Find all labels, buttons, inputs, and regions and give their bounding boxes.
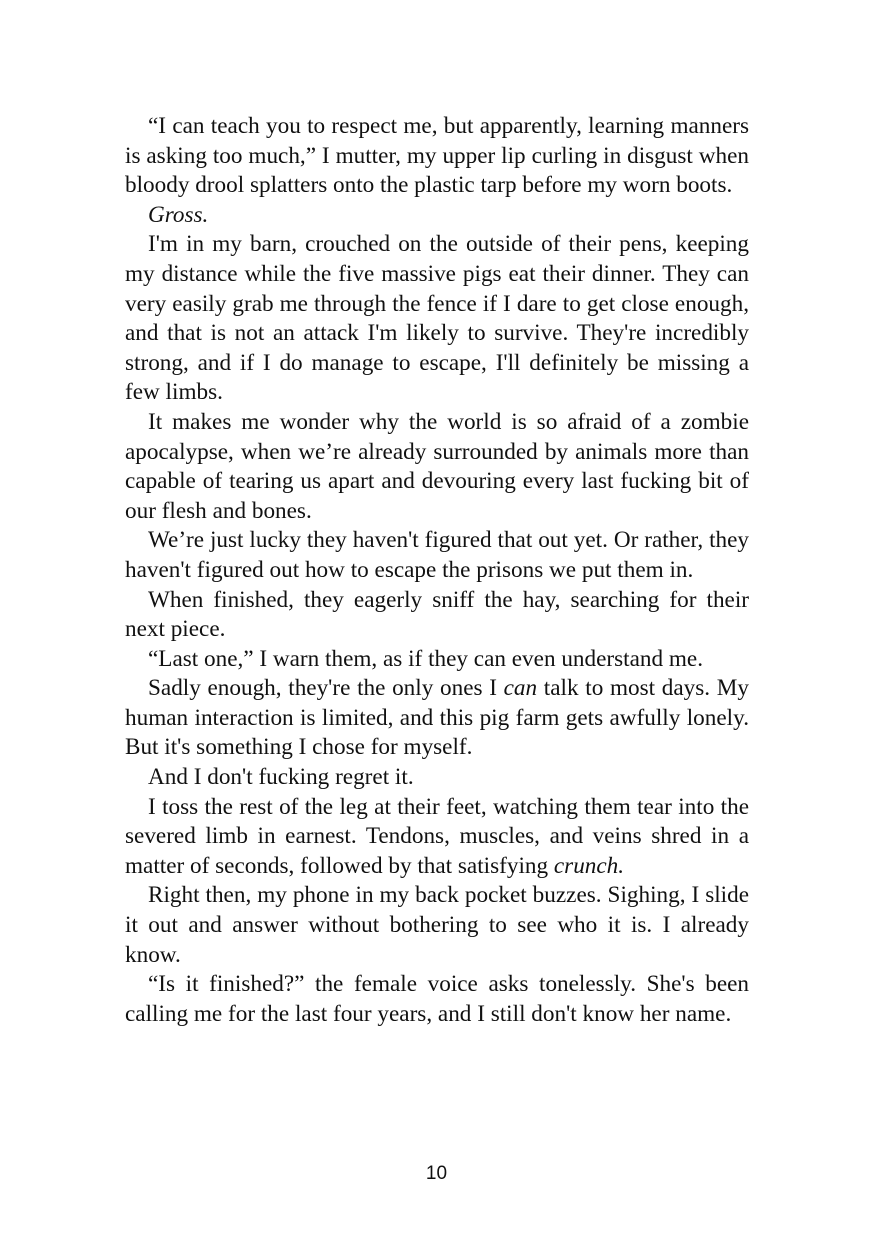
paragraph <box>125 881 749 970</box>
body-text <box>125 112 749 1029</box>
text-run: “I can teach you to respect me, but apparently, learning manners is asking too much,” I mutter, my upper lip curling in disgust when bloody drool splatters onto the plastic tarp before my worn boots. <box>125 113 749 199</box>
text-run: “Is it finished?” the female voice asks tonelessly. She's been calling me for the last four years, and I still don't know her name. <box>125 971 749 1027</box>
paragraph <box>125 230 749 408</box>
text-run: talk to most days. My human interaction is limited, and this pig farm gets awfully lonely. But it's something I chose for myself. <box>125 675 749 761</box>
text-run: And I don't fucking regret it. <box>148 764 414 791</box>
paragraph <box>125 763 749 793</box>
text-run: We’re just lucky they haven't figured that out yet. Or rather, they haven't figured out how to escape the prisons we put them in. <box>125 527 749 583</box>
paragraph <box>125 408 749 526</box>
paragraph <box>125 645 749 675</box>
text-run: Right then, my phone in my back pocket buzzes. Sighing, I slide it out and answer without bothering to see who it is. I already know. <box>125 882 749 968</box>
text-run: It makes me wonder why the world is so afraid of a zombie apocalypse, when we’re already surrounded by animals more than capable of tearing us apart and devouring every last fucking bit of our flesh and bones. <box>125 408 749 524</box>
paragraph <box>125 674 749 763</box>
paragraph <box>125 970 749 1029</box>
italic-text: can <box>503 675 538 702</box>
text-run: “Last one,” I warn them, as if they can even understand me. <box>148 645 703 672</box>
paragraph <box>125 112 749 201</box>
text-run: I toss the rest of the leg at their feet, watching them tear into the severed limb in earnest. Tendons, muscles, and veins shred in a matter of seconds, followed by that satisfying <box>125 793 749 879</box>
text-run: I'm in my barn, crouched on the outside of their pens, keeping my distance while the five massive pigs eat their dinner. They can very easily grab me through the fence if I dare to get close enough, and that is not an attack I'm likely to survive. They're incredibly strong, and if I do manage to escape, I'll definitely be missing a few limbs. <box>125 231 749 406</box>
text-run: When finished, they eagerly sniff the hay, searching for their next piece. <box>125 586 749 643</box>
page-number: 10 <box>425 1163 448 1184</box>
paragraph <box>125 793 749 882</box>
italic-text: crunch. <box>553 852 625 879</box>
paragraph <box>125 201 749 231</box>
paragraph <box>125 586 749 645</box>
text-run: Sadly enough, they're the only ones I <box>148 675 504 702</box>
paragraph <box>125 526 749 585</box>
italic-text: Gross. <box>148 201 209 228</box>
